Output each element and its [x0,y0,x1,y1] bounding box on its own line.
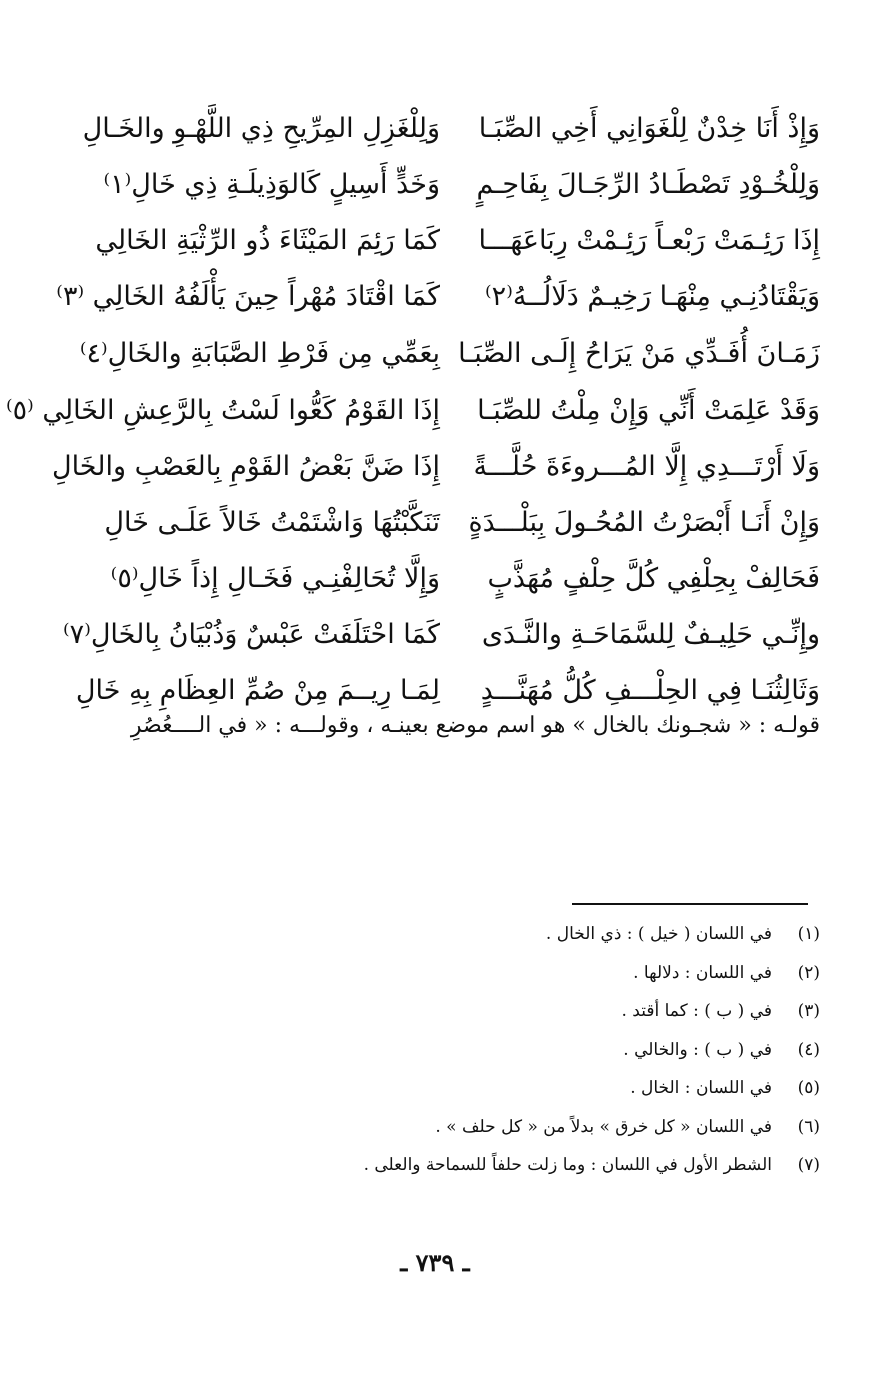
verse-first-hemistich: فَحَالِفْ بِحِلْفِي كُلَّ حِلْفٍ مُهَذَّبٍ [487,563,820,594]
verse-second-hemistich: تَنَكَّبْتُهَا وَاشْتَمْتُ خَالاً عَلَـى خَالِ [104,507,440,538]
footnote-number: (٦) [797,1116,820,1137]
verse-first-hemistich: إِذَا رَئِـمَتْ رَبْعـاً رَئِـمْتْ رِبَاعَهَـــا [478,225,820,256]
footnote-text: في اللسان « كل خرق » بدلاً من « كل حلف » . [435,1116,772,1137]
verse-line [56,269,820,325]
verse-first-hemistich: وَإِنْ أَنَـا أَبْصَرْتُ المُحُـولَ بِبَلْـــدَةٍ [468,507,820,538]
footnote-text: في اللسان : الخال . [630,1078,772,1099]
verse-first-hemistich: وَقَدْ عَلِمَتْ أَنِّي وَإِنْ مِلْتُ للصِّبَـا [477,395,820,426]
verse-line [80,326,820,382]
footnote-number: (٥) [797,1078,820,1099]
verse-second-hemistich: كَمَا رَئِمَ المَيْثَاءَ ذُو الرِّثْيَةِ الخَالِي [95,225,440,256]
verse-line [80,213,820,269]
footnote-text: في اللسان : دلالها . [633,962,772,983]
footnote [300,1069,820,1108]
footnote-text: في اللسان ( خيل ) : ذي الخال . [545,924,772,945]
footnote [300,992,820,1031]
verse-second-hemistich: وَلِلْغَزِلِ المِرِّيحِ ذِي اللَّهْـوِ والخَـالِ [82,113,440,144]
footnote-separator [572,903,808,905]
verse-line [80,495,820,551]
footnotes [300,915,820,1185]
footnote-number: (٢) [797,962,820,983]
footnote-number: (٣) [797,1001,820,1022]
verse-line [80,157,820,213]
verse-line [51,439,820,495]
verse-first-hemistich: وَثَالِثُنَـا فِي الحِلْـــفِ كُلُّ مُهَنَّـــدٍ [480,675,820,706]
verse-first-hemistich: وَإِذْ أَنَا خِدْنٌ لِلْغَوَانِي أَخِي الصِّبَـا [478,113,820,144]
verse-line [80,101,820,157]
verse-line [63,607,820,663]
verse-first-hemistich: زَمَـانَ أُفَـدِّي مَنْ يَرَاحُ إِلَـى الصِّبَـا [458,338,820,369]
verse-first-hemistich: وَلِلْخُـوْدِ تَصْطَـادُ الرِّجَـالَ بِفَاحِـمٍ [476,169,820,200]
footnote [300,954,820,993]
verse-line [80,551,820,607]
commentary-text: قولـه : « شجـونك بالخال » هو اسم موضع بعينـه ، وقولـــه : « في الــــعُصُرِ [130,713,820,738]
verse-line [5,383,820,439]
verse-first-hemistich: وإِنِّـي حَلِيـفٌ لِلسَّمَاحَـةِ والنَّـدَى [481,619,820,650]
verse-second-hemistich: إِذَا القَوْمُ كَعُّوا لَسْتُ بِالرَّعِشِ الخَالِي ⁽٥⁾ [5,395,440,426]
verse-second-hemistich: إِذَا ضَنَّ بَعْضُ القَوْمِ بِالعَصْبِ والخَالِ [51,451,440,482]
footnote [300,1031,820,1070]
verse-second-hemistich: بِعَمِّي مِن فَرْطِ الصَّبَابَةِ والخَالِ⁽٤⁾ [79,338,440,369]
footnote-number: (٤) [797,1039,820,1060]
footnote [300,915,820,954]
footnote-text: في ( ب ) : والخالي . [623,1039,772,1060]
verse-first-hemistich: وَلَا أَرْتَـــدِي إِلَّا المُـــروءَةَ حُلَّـــةً [473,451,820,482]
verse-second-hemistich: كَمَا احْتَلَفَتْ عَبْسٌ وَذُبْيَانُ بِالخَالِ⁽٧⁾ [63,619,440,650]
verse-second-hemistich: وَإِلَّا تُحَالِفْنِـي فَخَـالِ إِذاً خَالِ⁽٥⁾ [110,563,440,594]
footnote [300,1108,820,1147]
page-number: ـ ٧٣٩ ـ [400,1248,470,1277]
verse-second-hemistich: لِمَـا رِيــمَ مِنْ صُمِّ العِظَامِ بِهِ خَالِ [75,675,440,706]
footnote-number: (٧) [797,1155,820,1176]
verse-second-hemistich: كَمَا اقْتَادَ مُهْراً حِينَ يَأْلَفُهُ الخَالِي ⁽٣⁾ [56,281,440,312]
verse-first-hemistich: وَيَقْتَادُنِـي مِنْهَـا رَخِيـمٌ دَلَالُــهُ⁽٢⁾ [485,281,820,312]
footnote-number: (١) [797,924,820,945]
footnote [300,1146,820,1185]
footnote-text: الشطر الأول في اللسان : وما زلت حلفاً للسماحة والعلى . [363,1155,772,1176]
footnote-text: في ( ب ) : كما أقتد . [621,1001,772,1022]
verse-second-hemistich: وَخَدٍّ أَسِيلٍ كَالوَذِيلَـةِ ذِي خَالِ⁽١⁾ [103,169,440,200]
